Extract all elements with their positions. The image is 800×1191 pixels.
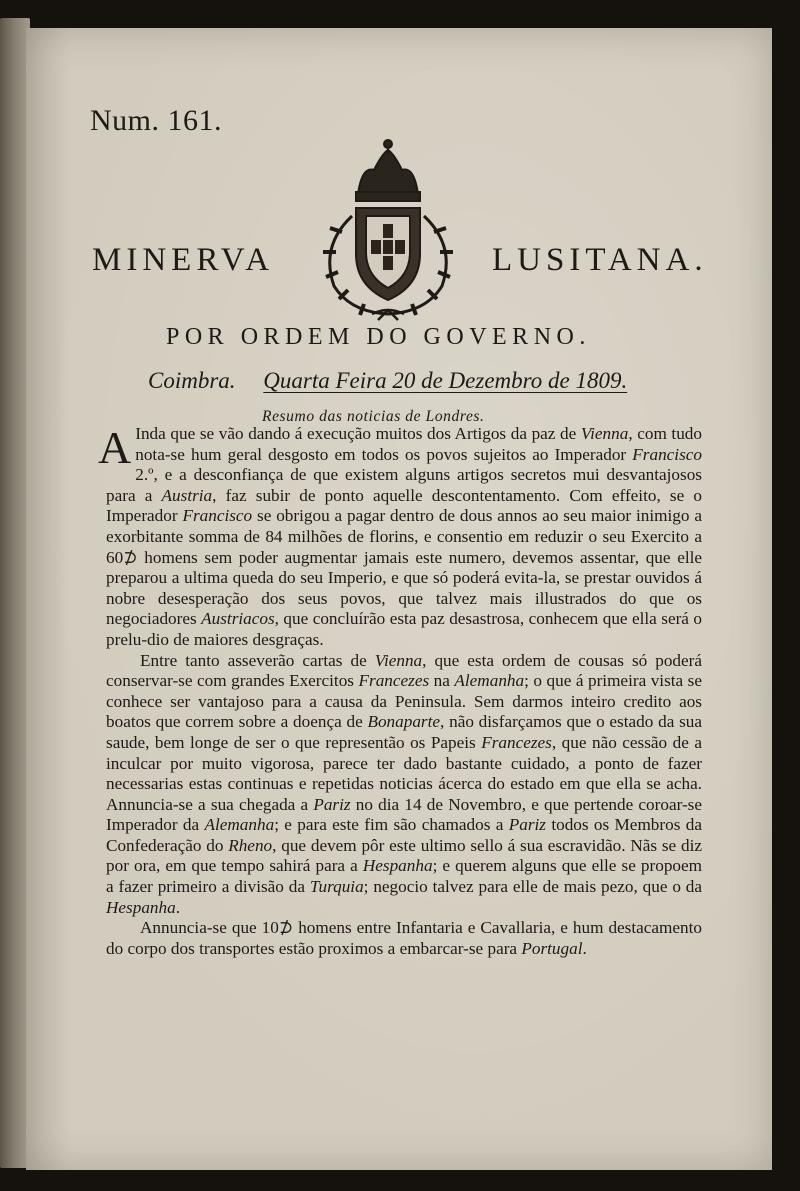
article-paragraph-1: A Inda que se vão dando á execução muitos dos Artigos da paz de Vienna, com tudo nota-se hum geral desgosto em todos os povos sujeitos ao Imperador Francisco 2.º, e a desconfiança de que existem alguns artigos secretos mui desvantajosos para a Austria, faz subir de ponto aquelle descontentamento. Com effeito, se o Imperador Francisco se obrigou a pagar dentro de dous annos ao seu maior inimigo a exorbitante somma de 84 milhões de florins, e consentio em reduzir o seu Exercito a 60⊅ homens sem poder augmentar jamais este numero, devemos assentar, que elle preparou a ultima queda do seu Imperio, e que só poderá evita-la, se prestar ouvidos á nobre desesperação dos seus povos, que talvez mais illustrados do que os negociadores Austriacos, que concluírão esta paz desastrosa, conhecem que ella será o prelu-dio de maiores desgraças. [98, 422, 702, 649]
article-body [98, 422, 703, 959]
masthead-title-right: LUSITANA. [492, 242, 708, 278]
dateline-date: Quarta Feira 20 de Dezembro de 1809. [263, 368, 628, 393]
issue-number: Num. 161. [90, 104, 222, 137]
article-paragraph-3: Annuncia-se que 10⊅ homens entre Infantaria e Cavallaria, e hum destacamento do corpo dos transportes estão proximos a embarcar-se para Portugal. [106, 918, 702, 958]
royal-coat-of-arms-icon [312, 136, 464, 321]
newspaper-page [26, 28, 772, 1170]
section-subtitle: Resumo das noticias de Londres. [262, 408, 485, 425]
dateline-city: Coimbra. [148, 368, 236, 393]
article-paragraph-2: Entre tanto asseverão cartas de Vienna, que esta ordem de cousas só poderá conservar-se com grandes Exercitos Francezes na Alemanha; o que á primeira vista se conhece ser vantajoso para a causa da Peninsula. Sem darmos inteiro credito aos boatos que correm sobre a doença de Bonaparte, não disfarçamos que o estado da sua saude, bem longe de ser o que representão os Papeis Francezes, que não cessão de a inculcar por muito vigorosa, parece ter dado bastante cuidado, a ponto de fazer necessarias estas continuas e repetidas noticias ácerca do estado em que ella se acha. Annuncia-se a sua chegada a Pariz no dia 14 de Novembro, e que pertende coroar-se Imperador da Alemanha; e para este fim são chamados a Pariz todos os Membros da Confederação do Rheno, que devem pôr este ultimo sello á sua escravidão. Nãs se diz por ora, em que tempo sahirá para a Hespanha; e querem alguns que elle se propoem a fazer primeiro a divisão da Turquia; negocio talvez para elle de mais pezo, que o da Hespanha. [106, 650, 703, 917]
by-order-line: POR ORDEM DO GOVERNO. [166, 324, 591, 350]
drop-cap: A [98, 422, 132, 473]
masthead-title-left: MINERVA [92, 242, 275, 278]
dateline [148, 368, 627, 394]
